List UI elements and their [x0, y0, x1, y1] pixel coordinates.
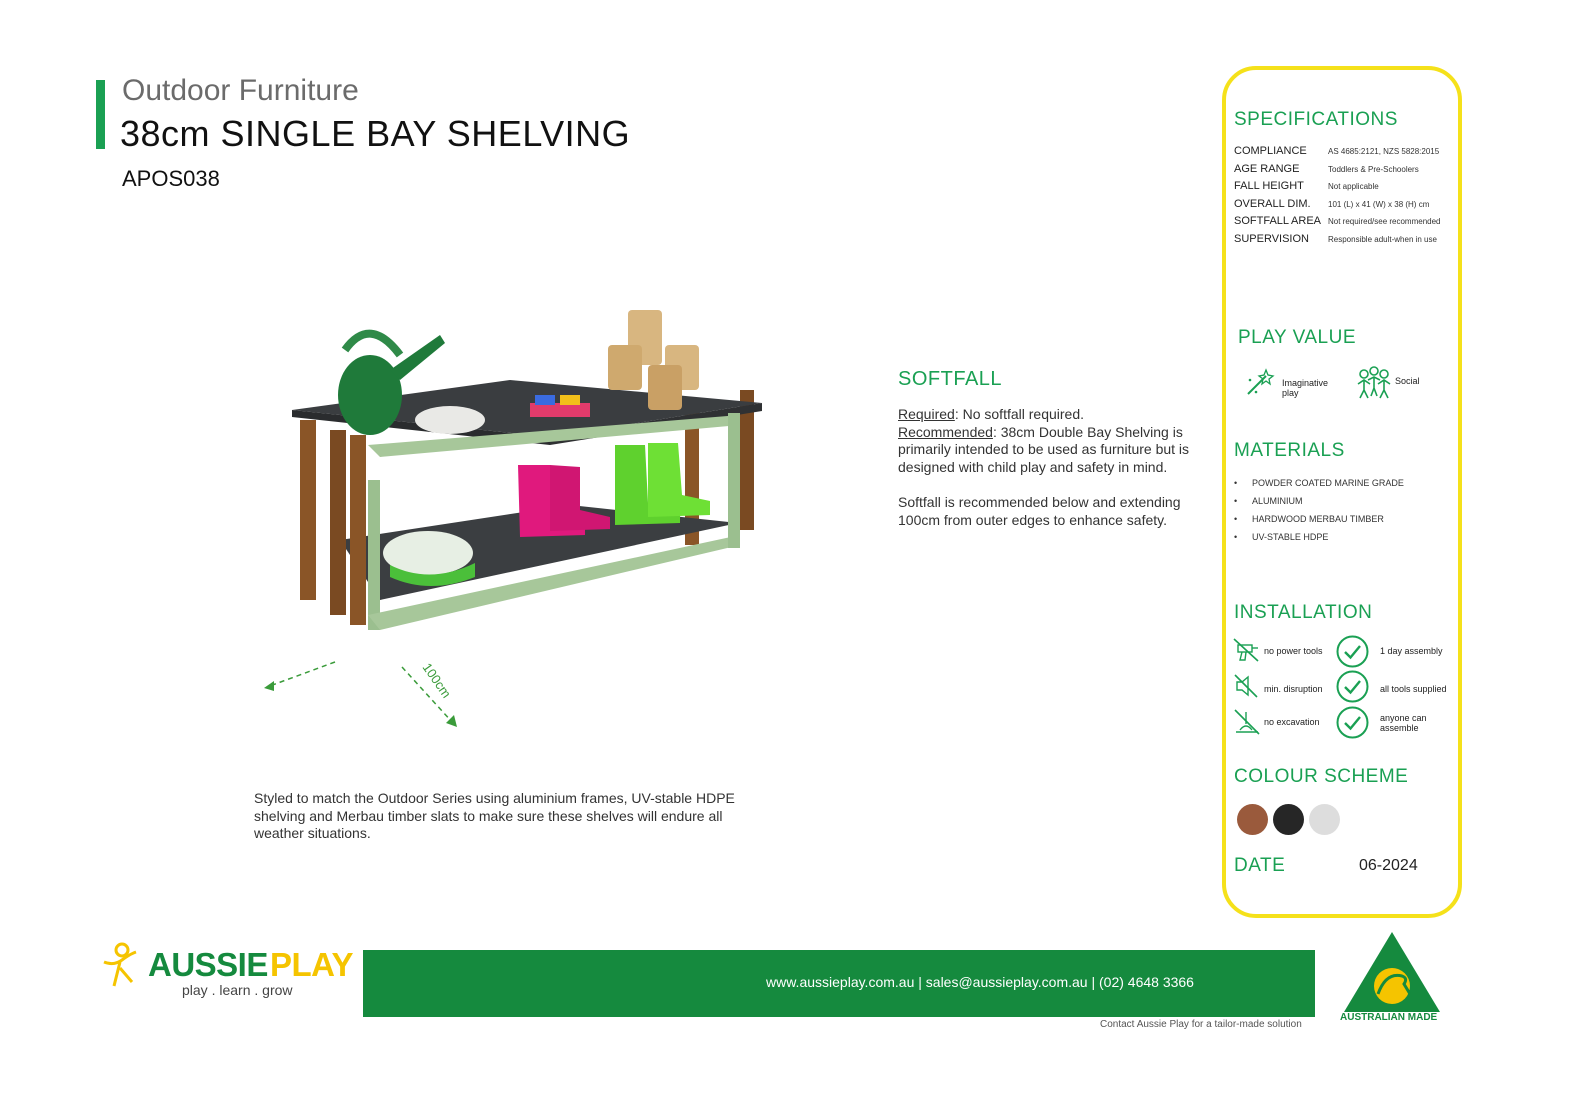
spec-row — [1234, 178, 1460, 196]
play-value-line: Imaginative — [1282, 378, 1329, 388]
colour-scheme-title: COLOUR SCHEME — [1234, 766, 1409, 787]
spec-value: Responsible adult-when in use — [1328, 234, 1437, 244]
spec-row — [1234, 213, 1460, 231]
material-item: • UV-STABLE HDPE — [1234, 528, 1454, 546]
date-label: DATE — [1234, 855, 1286, 876]
logo-tagline: play . learn . grow — [182, 982, 293, 998]
installation-title: INSTALLATION — [1234, 602, 1373, 623]
spec-label: OVERALL DIM. — [1234, 197, 1311, 210]
softfall-note: Softfall is recommended below and extending 100cm from outer edges to enhance safety. — [898, 494, 1181, 528]
specifications-table — [1234, 143, 1460, 248]
installation-label: min. disruption — [1264, 684, 1323, 694]
spec-label: AGE RANGE — [1234, 162, 1300, 175]
spec-label: COMPLIANCE — [1234, 145, 1307, 157]
no-excavation-icon — [1232, 708, 1262, 736]
spec-value: Not required/see recommended — [1328, 217, 1441, 226]
material-item: • POWDER COATED MARINE GRADE — [1234, 474, 1454, 492]
spec-row — [1234, 196, 1460, 214]
colour-swatch-grey — [1309, 804, 1340, 835]
logo-aussie: AUSSIE — [148, 946, 268, 983]
colour-swatch-brown — [1237, 804, 1268, 835]
footer-contact[interactable]: www.aussieplay.com.au | sales@aussieplay.com.au | (02) 4648 3366 — [766, 974, 1194, 990]
spec-label: SOFTFALL AREA — [1234, 215, 1322, 227]
magic-wand-icon — [1244, 368, 1276, 398]
material-item-cont: • ALUMINIUM — [1234, 492, 1454, 510]
spec-value: 101 (L) x 41 (W) x 38 (H) cm — [1328, 199, 1430, 209]
logo-play: PLAY — [270, 946, 353, 983]
footer-note: Contact Aussie Play for a tailor-made solution — [1100, 1019, 1302, 1030]
specifications-title: SPECIFICATIONS — [1234, 109, 1398, 130]
softfall-title: SOFTFALL — [898, 368, 1003, 390]
spec-row — [1234, 231, 1460, 249]
product-code: APOS038 — [122, 166, 220, 191]
australian-made-logo — [1344, 932, 1440, 1014]
recommended-label: Recommended — [898, 423, 993, 440]
spec-row — [1234, 143, 1460, 161]
spec-label: SUPERVISION — [1234, 232, 1309, 245]
colour-swatch-black — [1273, 804, 1304, 835]
installation-line: assemble — [1380, 723, 1419, 733]
play-value-label: Social — [1395, 376, 1420, 386]
spec-value: Not applicable — [1328, 182, 1379, 191]
aussieplay-logo[interactable] — [100, 940, 353, 1000]
recommended-text: : 38cm Double Bay Shelving is primarily intended to be used as furniture but is designed with child play and safety in mind. — [898, 423, 1190, 475]
logo-figure-icon — [100, 942, 148, 990]
material-item: • HARDWOOD MERBAU TIMBER — [1234, 510, 1454, 528]
people-icon — [1356, 366, 1392, 400]
spec-value: Toddlers & Pre-Schoolers — [1328, 164, 1419, 174]
installation-label — [1380, 713, 1427, 733]
product-title: 38cm SINGLE BAY SHELVING — [120, 113, 631, 154]
no-sound-icon — [1232, 673, 1260, 699]
check-circle-icon — [1336, 635, 1369, 668]
date-value: 06-2024 — [1359, 857, 1418, 874]
spec-row — [1234, 161, 1460, 179]
product-image — [250, 295, 810, 745]
installation-line: anyone can — [1380, 713, 1427, 723]
check-circle-icon — [1336, 706, 1369, 739]
australian-made-text: AUSTRALIAN MADE — [1340, 1012, 1438, 1023]
play-value-label — [1282, 378, 1328, 398]
materials-title: MATERIALS — [1234, 440, 1345, 461]
category-label: Outdoor Furniture — [122, 74, 359, 107]
required-text: : No softfall required. — [954, 406, 1084, 422]
installation-label: no power tools — [1264, 646, 1323, 656]
required-label: Required — [898, 406, 955, 422]
installation-label: 1 day assembly — [1380, 646, 1443, 656]
spec-value: AS 4685:2121, NZS 5828:2015 — [1328, 147, 1440, 156]
softfall-body — [898, 406, 1198, 547]
product-description: Styled to match the Outdoor Series using aluminium frames, UV-stable HDPE shelving and Merbau timber slats to make sure these shelves will endure all weather situations. — [254, 790, 735, 841]
check-circle-icon — [1336, 670, 1369, 703]
header-accent-bar — [96, 80, 105, 149]
play-value-title: PLAY VALUE — [1238, 327, 1357, 348]
dimension-label: 100cm — [419, 660, 455, 701]
no-power-tools-icon — [1232, 637, 1260, 663]
materials-list — [1234, 474, 1454, 546]
play-value-line: play — [1282, 388, 1299, 398]
installation-label: all tools supplied — [1380, 684, 1447, 694]
spec-label: FALL HEIGHT — [1234, 180, 1304, 192]
installation-label: no excavation — [1264, 717, 1320, 727]
